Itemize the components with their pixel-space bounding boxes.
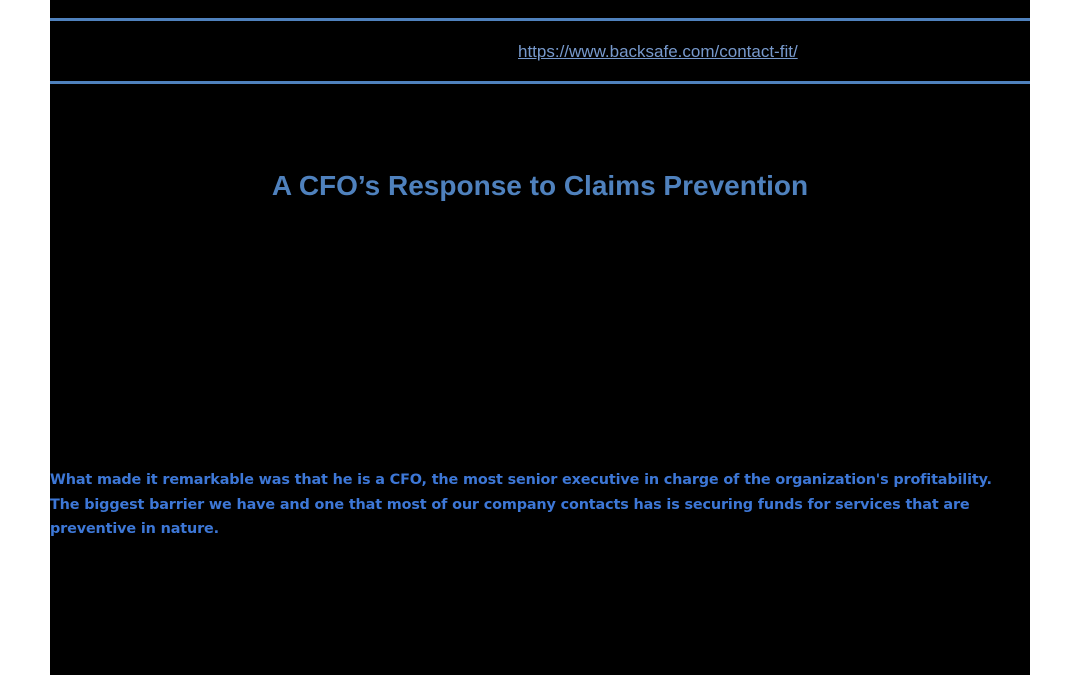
document-page [50, 0, 1030, 675]
page-title: A CFO’s Response to Claims Prevention [271, 170, 809, 201]
header-top-rule [50, 18, 1030, 21]
body-paragraph: What made it remarkable was that he is a CFO, the most senior executive in charge of the organization's profitability. The biggest barrier we have and one that most of our company contacts has is securing funds for services that are preventive in nature. [50, 472, 992, 537]
header-bottom-rule [50, 81, 1030, 84]
contact-url-link[interactable]: https://www.backsafe.com/contact-fit/ [518, 42, 798, 61]
